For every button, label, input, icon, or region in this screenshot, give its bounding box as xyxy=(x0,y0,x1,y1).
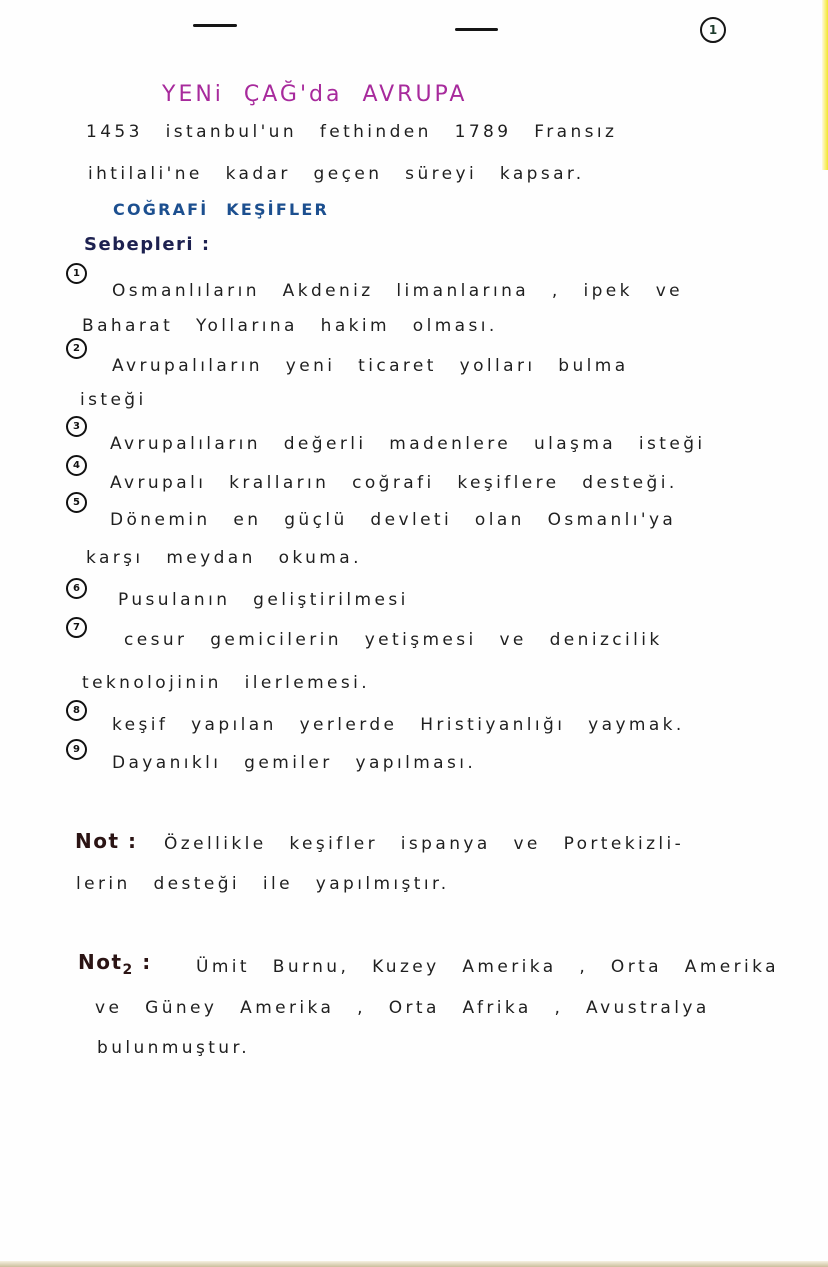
intro-line-1: 1453 istanbul'un fethinden 1789 Fransız xyxy=(86,122,618,142)
cause-9-line-1: Dayanıklı gemiler yapılması. xyxy=(112,753,477,773)
causes-heading: Sebepleri : xyxy=(84,234,211,255)
cause-3-line-1: Avrupalıların değerli madenlere ulaşma isteği xyxy=(110,434,706,454)
cause-6-line-1: Pusulanın geliştirilmesi xyxy=(118,590,409,610)
number-badge-2: 2 xyxy=(66,338,87,359)
number-badge-6: 6 xyxy=(66,578,87,599)
cause-2-line-1: Avrupalıların yeni ticaret yolları bulma xyxy=(112,356,629,376)
section-title: COĞRAFİ KEŞİFLER xyxy=(113,200,330,219)
intro-line-2: ihtilali'ne kadar geçen süreyi kapsar. xyxy=(88,164,585,184)
cause-7-line-1: cesur gemicilerin yetişmesi ve denizcilik xyxy=(124,630,663,650)
note-2-line-3: bulunmuştur. xyxy=(97,1038,251,1058)
number-badge-5: 5 xyxy=(66,492,87,513)
note-1-label: Not : xyxy=(75,829,138,853)
number-badge-9: 9 xyxy=(66,739,87,760)
cause-5-line-1: Dönemin en güçlü devleti olan Osmanlı'ya xyxy=(110,510,677,530)
header-dash-middle xyxy=(455,28,498,31)
number-badge-8: 8 xyxy=(66,700,87,721)
number-badge-4: 4 xyxy=(66,455,87,476)
cause-4-line-1: Avrupalı kralların coğrafi keşiflere desteği. xyxy=(110,473,678,493)
cause-2-line-2: isteği xyxy=(80,390,147,410)
note-2-line-2: ve Güney Amerika , Orta Afrika , Avustralya xyxy=(95,998,710,1018)
note-2-line-1: Ümit Burnu, Kuzey Amerika , Orta Amerika xyxy=(196,957,779,977)
number-badge-1: 1 xyxy=(66,263,87,284)
cause-1-line-1: Osmanlıların Akdeniz limanlarına , ipek ve xyxy=(112,281,684,301)
cause-1-line-2: Baharat Yollarına hakim olması. xyxy=(82,316,498,336)
cause-7-line-2: teknolojinin ilerlemesi. xyxy=(82,673,371,693)
number-badge-3: 3 xyxy=(66,416,87,437)
cause-5-line-2: karşı meydan okuma. xyxy=(86,548,362,568)
note-2-subscript: 2 xyxy=(122,962,134,978)
note-2-label: Not$_2$ : xyxy=(78,950,152,978)
note-1-line-2: lerin desteği ile yapılmıştır. xyxy=(76,874,450,894)
header-dash-left xyxy=(193,24,237,27)
number-badge-7: 7 xyxy=(66,617,87,638)
page-number-badge: 1 xyxy=(700,17,726,43)
page-title: YENi ÇAĞ'da AVRUPA xyxy=(162,82,468,107)
cause-8-line-1: keşif yapılan yerlerde Hristiyanlığı yaymak. xyxy=(112,715,685,735)
highlighter-edge xyxy=(822,0,828,170)
page-bottom-edge xyxy=(0,1261,828,1267)
note-1-line-1: Özellikle keşifler ispanya ve Portekizli- xyxy=(164,834,685,854)
